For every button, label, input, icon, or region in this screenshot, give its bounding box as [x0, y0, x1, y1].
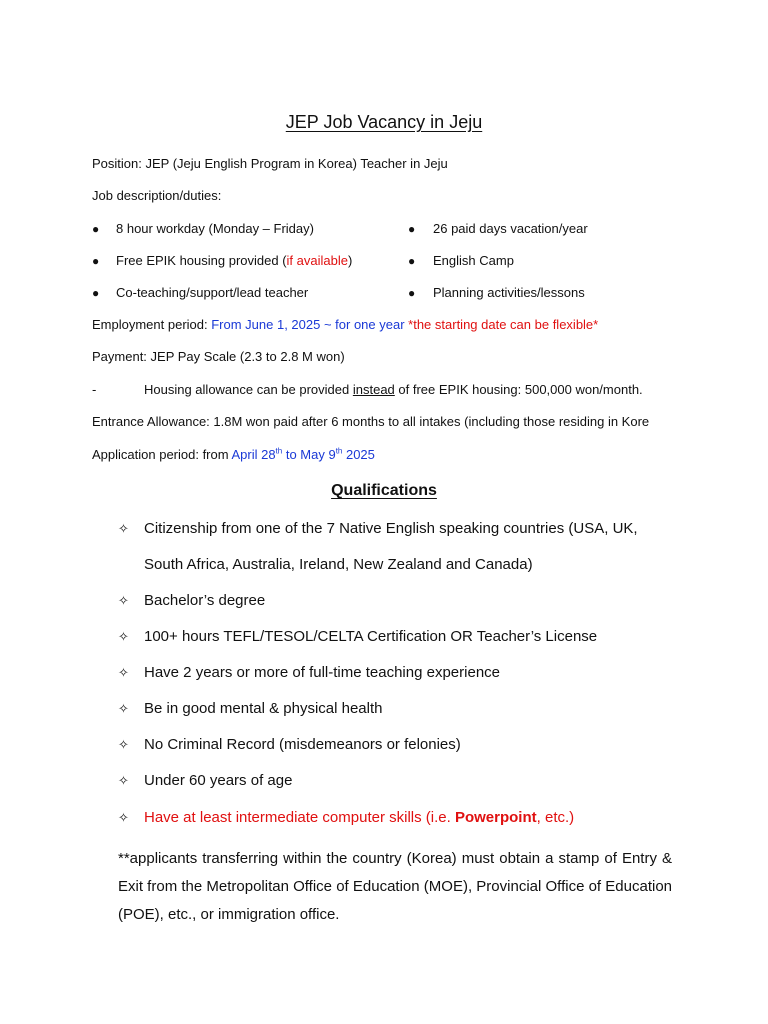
computer-skills-text: , etc.): [536, 809, 575, 826]
duties-label: Job description/duties:: [92, 188, 222, 203]
housing-dash: -: [92, 382, 97, 397]
instead-word: instead: [352, 382, 395, 397]
qualification-item: [118, 519, 638, 539]
application-dates: [231, 447, 374, 462]
star-bullet-icon: ✧: [118, 773, 129, 788]
transfer-note: **applicants transferring within the country (Korea) must obtain a stamp of Entry & Exit from the Metropolitan Office of Education (MOE), Provincial Office of Education (POE), etc., or immigration office.: [118, 850, 672, 923]
application-label: Application period: from: [92, 447, 232, 462]
computer-skills-text: Have at least intermediate computer skills (i.e.: [144, 809, 455, 826]
qualification-item: [118, 771, 292, 791]
bullet-icon: ●: [408, 222, 416, 236]
duty-item: [408, 221, 415, 237]
star-bullet-icon: ✧: [118, 629, 129, 644]
qualification-text: Under 60 years of age: [144, 772, 293, 789]
application-year: 2025: [342, 447, 375, 462]
qualification-item: [118, 663, 500, 683]
bullet-icon: ●: [408, 254, 416, 268]
qualification-text: Be in good mental & physical health: [144, 700, 383, 717]
employment-flex-note: *the starting date can be flexible*: [408, 317, 599, 332]
employment-period: [92, 317, 598, 333]
qualification-text: No Criminal Record (misdemeanors or felonies): [144, 736, 461, 753]
duty-item: [92, 285, 99, 301]
if-available-note: if available: [286, 253, 348, 268]
duty-text-part: Free EPIK housing provided (: [116, 253, 287, 268]
duty-text: [116, 253, 352, 269]
duty-item: [408, 253, 415, 269]
bullet-icon: ●: [92, 222, 100, 236]
employment-label: Employment period:: [92, 317, 212, 332]
duty-text: English Camp: [433, 253, 514, 268]
ordinal-suffix: th: [335, 446, 343, 456]
qualifications-title: Qualifications: [331, 482, 437, 499]
bullet-icon: ●: [408, 286, 416, 300]
payment-line: Payment: JEP Pay Scale (2.3 to 2.8 M won): [92, 349, 345, 364]
duty-text-part: ): [347, 253, 353, 268]
qualification-text: [144, 809, 574, 826]
duty-text: 26 paid days vacation/year: [433, 221, 588, 236]
star-bullet-icon: ✧: [118, 593, 129, 608]
duty-text: 8 hour workday (Monday – Friday): [116, 221, 314, 236]
qualification-item: [118, 699, 382, 719]
duty-text: Planning activities/lessons: [433, 285, 585, 300]
qualification-text: Have 2 years or more of full-time teaching experience: [144, 664, 501, 681]
qualification-text: Bachelor’s degree: [144, 592, 266, 609]
qualification-item: [118, 627, 597, 647]
bullet-icon: ●: [92, 254, 100, 268]
housing-text: of free EPIK housing: 500,000 won/month.: [394, 382, 643, 397]
qualification-text: Citizenship from one of the 7 Native English speaking countries (USA, UK,: [144, 520, 638, 537]
star-bullet-icon: ✧: [118, 701, 129, 716]
application-to: to May 9: [282, 447, 336, 462]
bullet-icon: ●: [92, 286, 100, 300]
housing-line: [144, 382, 643, 398]
duty-item: [92, 221, 99, 237]
application-start: April 28: [231, 447, 276, 462]
position-line: Position: JEP (Jeju English Program in Korea) Teacher in Jeju: [92, 156, 448, 171]
star-bullet-icon: ✧: [118, 810, 129, 825]
duty-text: Co-teaching/support/lead teacher: [116, 285, 309, 300]
qualification-item: [118, 735, 461, 755]
qualification-text-continued: South Africa, Australia, Ireland, New Zealand and Canada): [144, 556, 533, 573]
duty-item: [92, 253, 99, 269]
star-bullet-icon: ✧: [118, 665, 129, 680]
employment-dates: From June 1, 2025 ~ for one year: [211, 317, 409, 332]
duty-item: [408, 285, 415, 301]
ordinal-suffix: th: [275, 446, 283, 456]
powerpoint-word: Powerpoint: [454, 809, 537, 826]
application-period: [92, 447, 375, 463]
entrance-allowance: Entrance Allowance: 1.8M won paid after 6 months to all intakes (including those residing in Kore: [92, 414, 650, 429]
star-bullet-icon: ✧: [118, 737, 129, 752]
qualification-item: [118, 591, 265, 611]
qualification-item: [118, 808, 574, 828]
qualification-text: 100+ hours TEFL/TESOL/CELTA Certification OR Teacher’s License: [144, 628, 598, 645]
housing-text: Housing allowance can be provided: [144, 382, 353, 397]
star-bullet-icon: ✧: [118, 521, 129, 536]
page-title: JEP Job Vacancy in Jeju: [285, 112, 483, 132]
